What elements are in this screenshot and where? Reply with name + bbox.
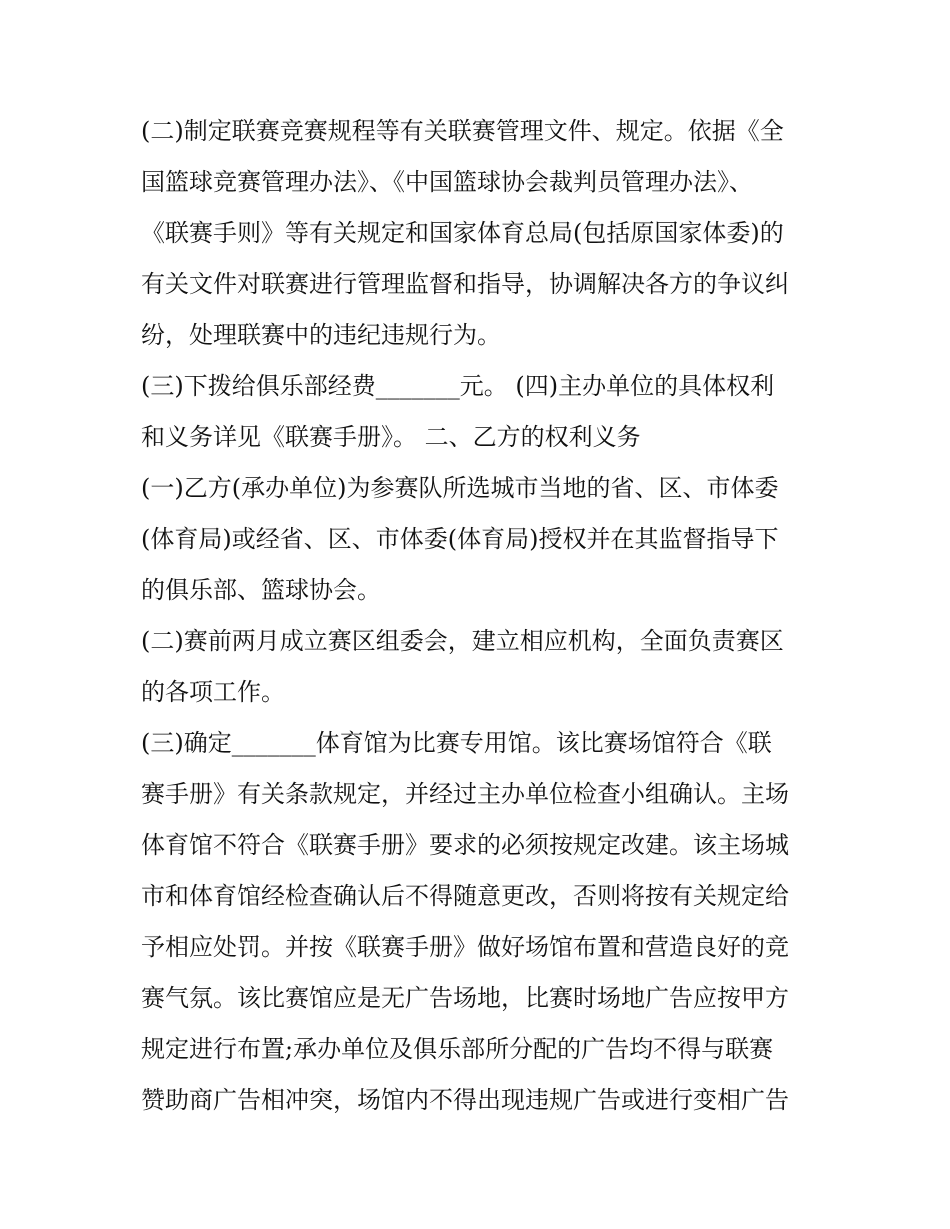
text-line: 赛手册》有关条款规定，并经过主办单位检查小组确认。主场 bbox=[141, 780, 789, 808]
text-line: (二)赛前两月成立赛区组委会，建立相应机构，全面负责赛区 bbox=[141, 627, 784, 655]
text-line: 《联赛手则》等有关规定和国家体育总局(包括原国家体委)的 bbox=[141, 219, 784, 247]
text-line: 和义务详见《联赛手册》。 二、乙方的权利义务 bbox=[141, 423, 641, 451]
text-line: (三)确定_______体育馆为比赛专用馆。该比赛场馆符合《联 bbox=[141, 729, 772, 757]
text-line: 国篮球竞赛管理办法》、《中国篮球协会裁判员管理办法》、 bbox=[141, 168, 753, 196]
text-line: 的俱乐部、篮球协会。 bbox=[141, 576, 381, 604]
text-line: 予相应处罚。并按《联赛手册》做好场馆布置和营造良好的竞 bbox=[141, 933, 789, 961]
document-page bbox=[141, 106, 821, 1126]
text-line: 市和体育馆经检查确认后不得随意更改，否则将按有关规定给 bbox=[141, 882, 789, 910]
text-line: 有关文件对联赛进行管理监督和指导，协调解决各方的争议纠 bbox=[141, 270, 789, 298]
text-line: (二)制定联赛竞赛规程等有关联赛管理文件、规定。依据《全 bbox=[141, 117, 784, 145]
text-line: (三)下拨给俱乐部经费_______元。 (四)主办单位的具体权利 bbox=[141, 372, 775, 400]
text-line: (一)乙方(承办单位)为参赛队所选城市当地的省、区、市体委 bbox=[141, 474, 779, 502]
text-line: (体育局)或经省、区、市体委(体育局)授权并在其监督指导下 bbox=[141, 525, 779, 553]
text-line: 赛气氛。该比赛馆应是无广告场地，比赛时场地广告应按甲方 bbox=[141, 984, 789, 1012]
text-line: 的各项工作。 bbox=[141, 678, 285, 706]
text-line: 赞助商广告相冲突，场馆内不得出现违规广告或进行变相广告 bbox=[141, 1086, 789, 1114]
text-line: 体育馆不符合《联赛手册》要求的必须按规定改建。该主场城 bbox=[141, 831, 789, 859]
text-line: 规定进行布置;承办单位及俱乐部所分配的广告均不得与联赛 bbox=[141, 1035, 774, 1063]
text-line: 纷，处理联赛中的违纪违规行为。 bbox=[141, 321, 501, 349]
